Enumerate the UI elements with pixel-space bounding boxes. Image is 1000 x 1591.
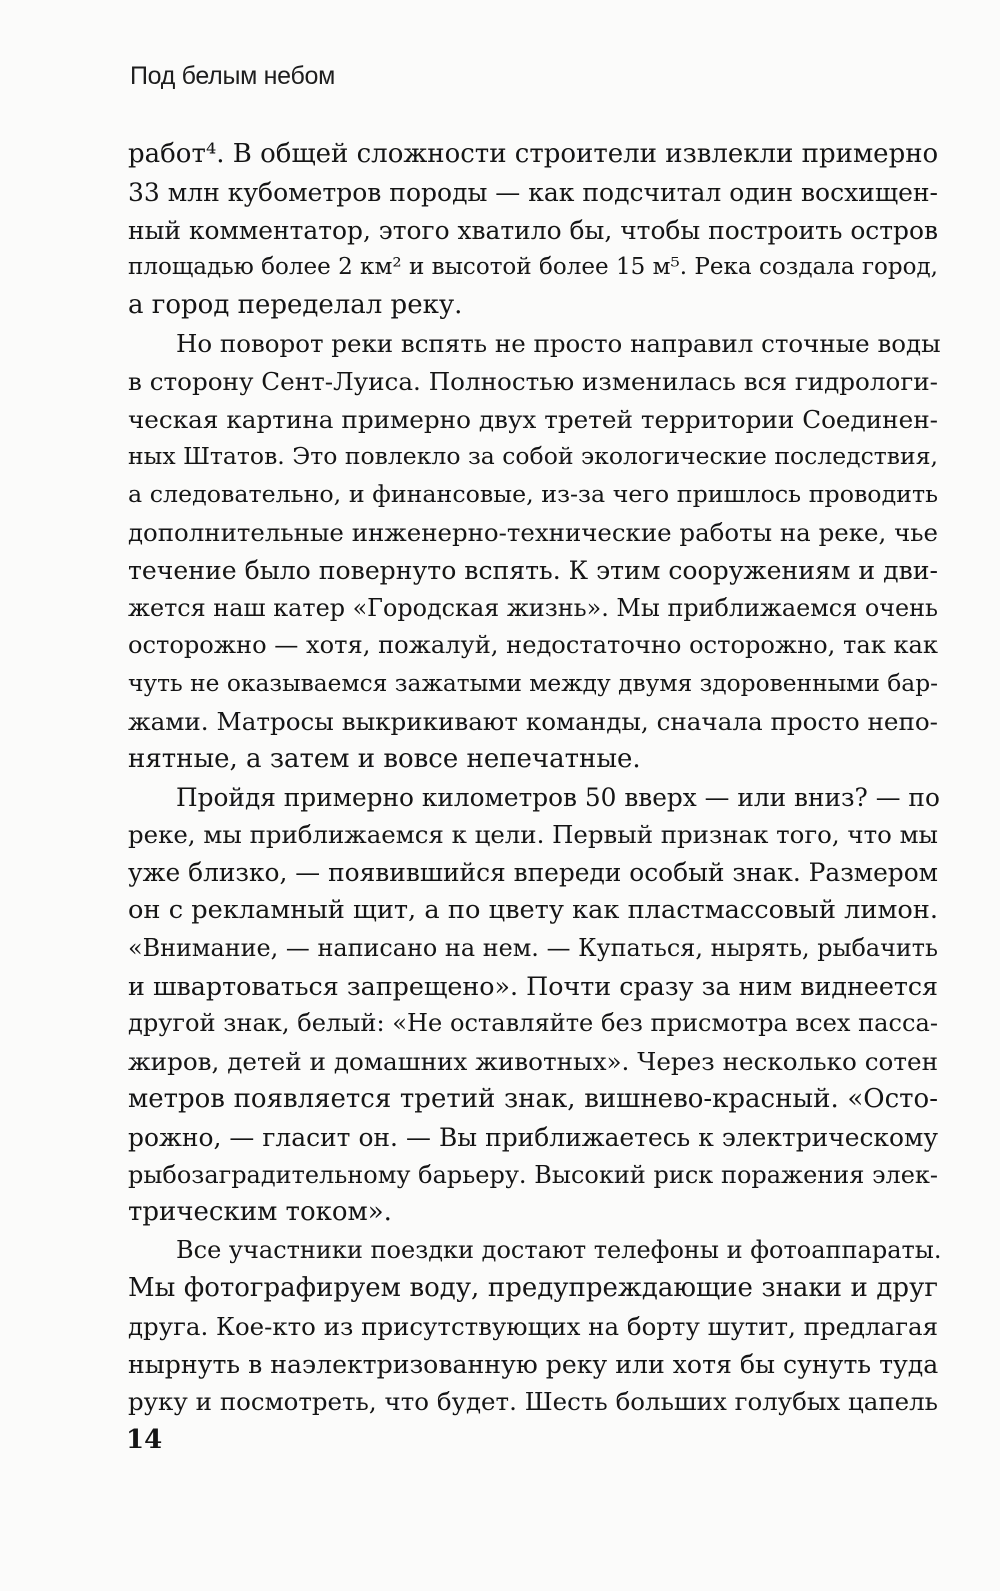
- text-line: уже близко, — появившийся впереди особый знак. Размером: [128, 858, 939, 888]
- text-line: «Внимание, — написано на нем. — Купаться, нырять, рыбачить: [128, 933, 938, 962]
- text-line: жется наш катер «Городская жизнь». Мы приближаемся очень: [128, 593, 938, 622]
- text-line: течение было повернуто вспять. К этим сооружениям и дви-: [128, 555, 938, 585]
- text-line: ный комментатор, этого хватило бы, чтобы построить остров: [128, 215, 938, 245]
- text-line: а следовательно, и финансовые, из-за чего пришлось проводить: [128, 480, 938, 509]
- text-line: и швартоваться запрещено». Почти сразу за ним виднеется: [128, 970, 938, 1001]
- text-line: реке, мы приближаемся к цели. Первый признак того, что мы: [128, 820, 938, 850]
- text-line: другой знак, белый: «Не оставляйте без присмотра всех пасса-: [128, 1009, 938, 1038]
- text-line: а город переделал реку.: [128, 290, 463, 321]
- text-line: ческая картина примерно двух третей территории Соединен-: [128, 404, 938, 434]
- text-line: осторожно — хотя, пожалуй, недостаточно осторожно, так как: [128, 631, 938, 660]
- body-text: [128, 136, 942, 1421]
- text-line: нятные, а затем и вовсе непечатные.: [128, 743, 641, 774]
- text-line: Мы фотографируем воду, предупреждающие знаки и друг: [128, 1272, 938, 1303]
- text-line: рыбозаградительному барьеру. Высокий риск поражения элек-: [128, 1160, 938, 1189]
- text-line: работ⁴. В общей сложности строители извлекли примерно: [128, 139, 939, 169]
- text-line: дополнительные инженерно-технические работы на реке, чье: [128, 517, 938, 547]
- text-line: он с рекламный щит, а по цвету как пластмассовый лимон.: [128, 894, 938, 925]
- text-line: жами. Матросы выкрикивают команды, сначала просто непо-: [128, 706, 938, 736]
- text-line: площадью более 2 км² и высотой более 15 м⁵. Река создала город,: [128, 254, 938, 281]
- text-line: друга. Кое-кто из присутствующих на борту шутит, предлагая: [128, 1311, 938, 1341]
- text-line: ных Штатов. Это повлекло за собой экологические последствия,: [128, 442, 938, 471]
- text-line: чуть не оказываемся зажатыми между двумя здоровенными бар-: [128, 670, 938, 698]
- text-line: Пройдя примерно километров 50 вверх — или вниз? — по: [176, 782, 940, 812]
- text-line: Все участники поездки достают телефоны и фотоаппараты.: [176, 1236, 942, 1265]
- page-number: 14: [126, 1425, 163, 1455]
- text-line: в сторону Сент-Луиса. Полностью изменилась вся гидрологи-: [128, 366, 938, 396]
- text-line: нырнуть в наэлектризованную реку или хотя бы сунуть туда: [128, 1349, 939, 1379]
- text-line: трическим током».: [128, 1197, 392, 1228]
- text-line: рожно, — гласит он. — Вы приближаетесь к электрическому: [128, 1122, 938, 1152]
- text-line: руку и посмотреть, что будет. Шесть больших голубых цапель: [128, 1387, 938, 1417]
- text-line: жиров, детей и домашних животных». Через несколько сотен: [128, 1047, 938, 1077]
- text-line: 33 млн кубометров породы — как подсчитал один восхищен-: [128, 177, 938, 207]
- text-line: метров появляется третий знак, вишнево-красный. «Осто-: [128, 1083, 938, 1114]
- text-line: Но поворот реки вспять не просто направил сточные воды: [176, 328, 941, 358]
- running-head: Под белым небом: [130, 62, 335, 90]
